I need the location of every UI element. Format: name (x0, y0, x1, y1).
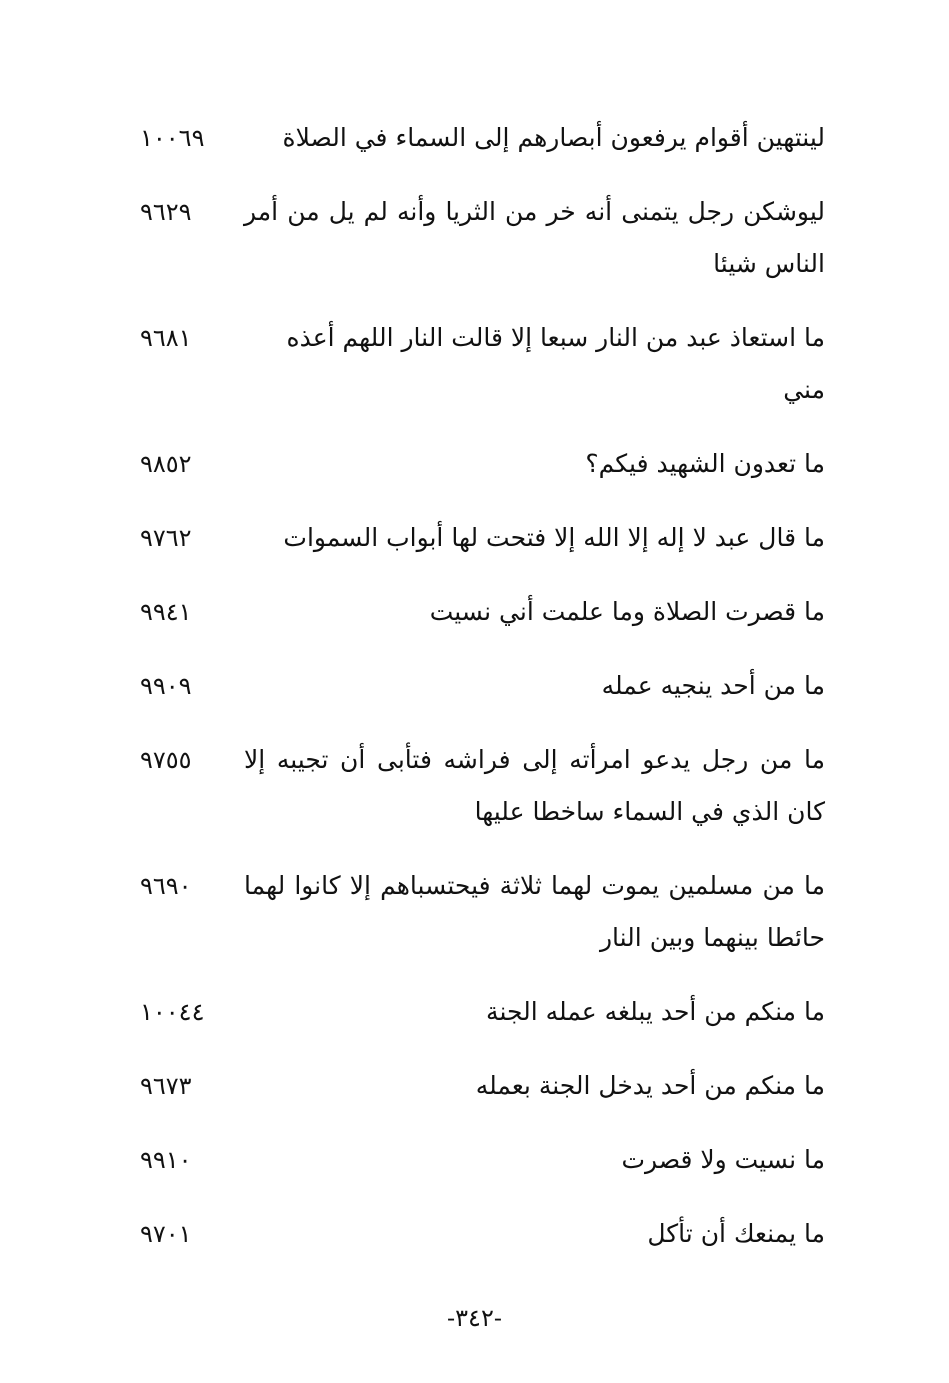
entry-text: لينتهين أقوام يرفعون أبصارهم إلى السماء في الصلاة (282, 123, 825, 152)
entry-number: ٩٧٠١ (140, 1220, 192, 1248)
list-item (140, 586, 825, 638)
entry-text: ليوشكن رجل يتمنى أنه خر من الثريا وأنه لم يل من أمر الناس شيئا (244, 197, 825, 278)
entry-text: ما منكم من أحد يبلغه عمله الجنة (486, 997, 825, 1026)
entry-number: ٩٦٩٠ (140, 872, 192, 900)
entry-number: ٩٨٥٢ (140, 450, 192, 478)
entry-text: ما قال عبد لا إله إلا الله إلا فتحت لها أبواب السموات (283, 523, 825, 552)
entry-number: ٩٧٥٥ (140, 746, 192, 774)
entry-text: ما من أحد ينجيه عمله (601, 671, 825, 700)
entry-number: ٩٩١٠ (140, 1146, 192, 1174)
entry-text: ما يمنعك أن تأكل (647, 1219, 825, 1248)
list-item (140, 312, 825, 416)
entry-number: ٩٦٨١ (140, 324, 192, 352)
list-item (140, 512, 825, 564)
entry-number: ٩٩٠٩ (140, 672, 192, 700)
entry-text: ما من مسلمين يموت لهما ثلاثة فيحتسباهم إلا كانوا لهما حائطا بينهما وبين النار (244, 871, 825, 952)
list-item (140, 1208, 825, 1260)
list-item (140, 860, 825, 964)
list-item (140, 986, 825, 1038)
list-item (140, 1060, 825, 1112)
entry-text: ما قصرت الصلاة وما علمت أني نسيت (429, 597, 825, 626)
entry-number: ١٠٠٤٤ (140, 998, 205, 1026)
entry-number: ٩٧٦٢ (140, 524, 192, 552)
entry-number: ١٠٠٦٩ (140, 124, 205, 152)
page-number: -٣٤٢- (447, 1304, 502, 1332)
hadith-index-list (140, 112, 825, 1282)
list-item (140, 734, 825, 838)
entry-number: ٩٦٧٣ (140, 1072, 192, 1100)
list-item (140, 438, 825, 490)
list-item (140, 112, 825, 164)
list-item (140, 186, 825, 290)
entry-text: ما من رجل يدعو امرأته إلى فراشه فتأبى أن تجيبه إلا كان الذي في السماء ساخطا عليها (244, 745, 825, 826)
entry-number: ٩٩٤١ (140, 598, 192, 626)
entry-text: ما استعاذ عبد من النار سبعا إلا قالت النار اللهم أعذه مني (286, 323, 825, 404)
list-item (140, 1134, 825, 1186)
entry-number: ٩٦٢٩ (140, 198, 192, 226)
entry-text: ما تعدون الشهيد فيكم؟ (585, 449, 825, 478)
entry-text: ما منكم من أحد يدخل الجنة بعمله (475, 1071, 825, 1100)
list-item (140, 660, 825, 712)
entry-text: ما نسيت ولا قصرت (621, 1145, 825, 1174)
